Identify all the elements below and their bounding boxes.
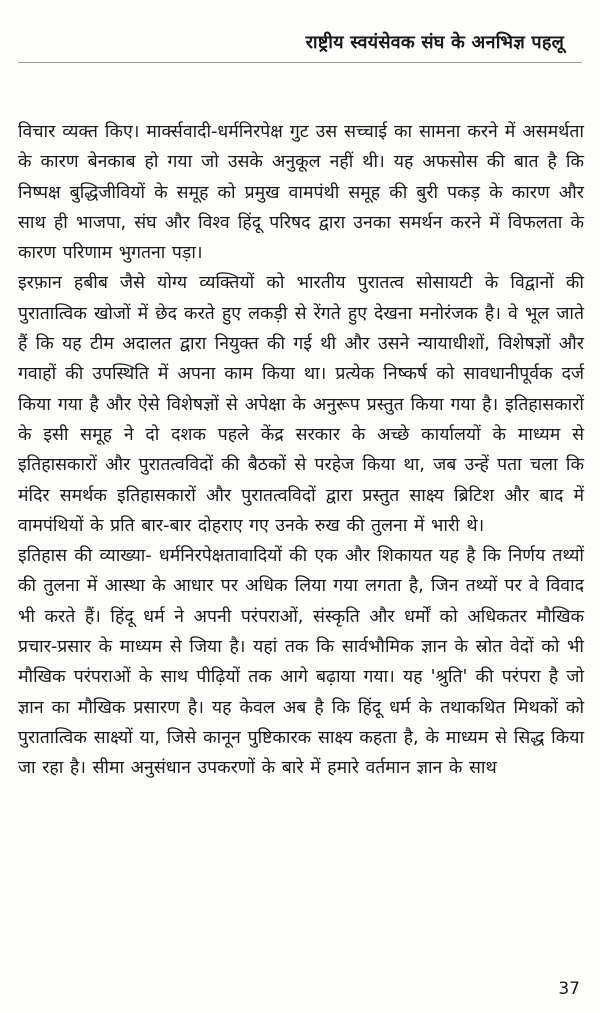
header-divider xyxy=(18,62,582,63)
paragraph-2: इरफ़ान हबीब जैसे योग्य व्यक्तियों को भारतीय पुरातत्व सोसायटी के विद्वानों की पुरातात्विक खोजों में छेद करते हुए लकड़ी से रेंगते हुए देखना मनोरंजक है। वे भूल जाते हैं कि यह टीम अदालत द्वारा नियुक्त की गई थी और उसने न्यायाधीशों, विशेषज्ञों और गवाहों की उपस्थिति में अपना काम किया था। प्रत्येक निष्कर्ष को सावधानीपूर्वक दर्ज किया गया है और ऐसे विशेषज्ञों से अपेक्षा के अनुरूप प्रस्तुत किया गया है। इतिहासकारों के इसी समूह ने दो दशक पहले केंद्र सरकार के अच्छे कार्यालयों के माध्यम से इतिहासकारों और पुरातत्वविदों की बैठकों से परहेज किया था, जब उन्हें पता चला कि मंदिर समर्थक इतिहासकारों और पुरातत्वविदों द्वारा प्रस्तुत साक्ष्य ब्रिटिश और बाद में वामपंथियों के प्रति बार-बार दोहराए गए उनके रुख की तुलना में भारी थे। xyxy=(18,273,584,536)
page-number: 37 xyxy=(558,979,580,999)
paragraph-3: इतिहास की व्याख्या- धर्मनिरपेक्षतावादियों की एक और शिकायत यह है कि निर्णय तथ्यों की तुलना में आस्था के आधार पर अधिक लिया गया लगता है, जिन तथ्यों पर वे विवाद भी करते हैं। हिंदू धर्म ने अपनी परंपराओं, संस्कृति और धर्मों को अधिकतर मौखिक प्रचार-प्रसार के माध्यम से जिया है। यहां तक कि सार्वभौमिक ज्ञान के स्रोत वेदों को भी मौखिक परंपराओं के साथ पीढ़ियों तक आगे बढ़ाया गया। यह 'श्रुति' की परंपरा है जो ज्ञान का मौखिक प्रसारण है। यह केवल अब है कि हिंदू धर्म के तथाकथित मिथकों को पुरातात्विक साक्ष्यों या, जिसे कानून पुष्टिकारक साक्ष्य कहता है, के माध्यम से सिद्ध किया जा रहा है। सीमा अनुसंधान उपकरणों के बारे में हमारे वर्तमान ज्ञान के साथ xyxy=(18,546,584,779)
body-text xyxy=(18,117,584,784)
paragraph-1: विचार व्यक्त किए। मार्क्सवादी-धर्मनिरपेक्ष गुट उस सच्चाई का सामना करने में असमर्थता के कारण बेनकाब हो गया जो उसके अनुकूल नहीं थी। यह अफसोस की बात है कि निष्पक्ष बुद्धिजीवियों के समूह को प्रमुख वामपंथी समूह की बुरी पकड़ के कारण और साथ ही भाजपा, संघ और विश्व हिंदू परिषद द्वारा उनका समर्थन करने में विफलता के कारण परिणाम भुगतना पड़ा। xyxy=(18,122,584,264)
running-header-title: राष्ट्रीय स्वयंसेवक संघ के अनभिज्ञ पहलू xyxy=(305,32,564,53)
